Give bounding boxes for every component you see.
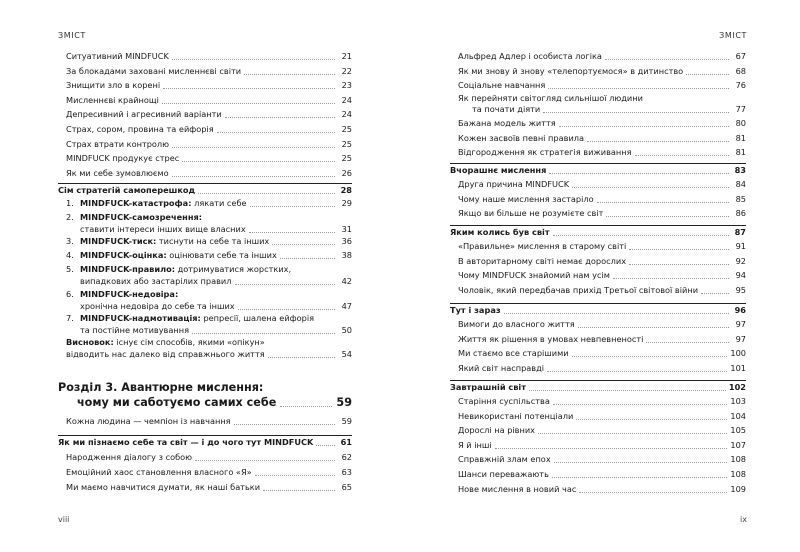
dot-leader [250,206,335,207]
page-ref: 38 [341,250,352,260]
dot-leader [572,356,728,357]
dot-leader [538,433,727,434]
chapter-subtitle [77,396,352,410]
item-number: 5. [66,264,74,274]
toc-entry[interactable] [458,440,746,451]
dot-leader [578,327,729,328]
page-ref: 97 [735,333,746,344]
entry-title: Який світ насправді [458,362,545,373]
section-rule [450,225,746,226]
entry-title: Сім стратегій самоперешкод [58,185,196,195]
dot-leader [263,490,335,491]
dot-leader [162,103,335,104]
entry-title: Життя як рішення в умовах невпевненості [458,333,644,344]
entry-title: Друга причина MINDFUCK [458,179,570,189]
conclusion-label: Висновок: [66,337,114,347]
entry-title [66,236,269,247]
page-ref: 83 [734,165,746,175]
page-ref: 42 [341,276,352,286]
dot-leader [316,445,335,446]
dot-leader [554,462,728,463]
dot-leader [495,448,728,449]
page-ref: 100 [730,348,746,359]
toc-entry[interactable] [458,51,746,62]
dot-leader [234,424,335,425]
dot-leader [235,284,336,285]
page-ref: 22 [341,65,352,76]
entry-title [66,289,178,300]
entry-title: хронічна недовіра до себе та інших [80,301,235,311]
entry-title: Як ми пізнаємо себе та світ — і до чого тут MINDFUCK [58,437,314,447]
entry-title: Старіння суспільства [458,396,550,406]
entry-title: Мисленнєві крайнощі [66,94,159,105]
toc-entry[interactable] [458,270,746,281]
section-rule [450,303,746,304]
toc-entry[interactable] [458,363,746,374]
dot-leader [255,475,335,476]
toc-entry[interactable] [66,482,352,493]
entry-title: Невикористані потенціали [458,410,574,421]
toc-entry[interactable] [458,319,746,330]
dot-leader [225,117,335,118]
item-number: 7. [66,313,74,323]
toc-entry[interactable] [458,133,746,144]
toc-entry[interactable] [458,208,746,219]
strategy-item[interactable] [66,289,352,300]
toc-entry[interactable] [66,66,352,77]
page-ref: 80 [735,118,746,128]
entry-title: Депресивний і агресивний варіанти [66,109,222,120]
strategy-item-cont [80,276,352,287]
strategy-description: репресії, шалена ейфорія [200,313,315,323]
section-heading[interactable] [58,437,352,448]
page-ref: 61 [340,437,352,447]
page-ref: 95 [735,284,746,295]
dot-leader [629,264,729,265]
dot-leader [701,293,729,294]
page-ref: 77 [735,104,746,114]
dot-leader [198,193,335,194]
strategy-name: MINDFUCK-недовіра: [80,289,179,299]
conclusion [66,337,352,348]
toc-entry[interactable] [458,348,746,359]
page-ref: 105 [730,425,746,436]
toc-entry[interactable] [66,467,352,478]
entry-title: Чоловік, який передбачав прихід Третьої світової війни [458,284,699,295]
toc-entry[interactable] [458,118,746,129]
dot-leader [172,176,335,177]
page-ref: 86 [735,208,746,219]
entry-title: Нове мислення в новий час [458,483,577,494]
page-ref: 59 [336,396,352,409]
page-ref: 25 [341,138,352,149]
toc-entry[interactable] [458,411,746,422]
running-header: ЗМІСТ [719,31,747,40]
toc-entry[interactable] [458,454,746,465]
dot-leader [272,244,335,245]
entry-title: ставити інтереси інших вище власних [80,224,246,234]
entry-title: Знищити зло в корені [66,80,161,91]
dot-leader [238,309,335,310]
strategy-item-cont [80,325,352,336]
dot-leader [547,371,727,372]
page-ref: 62 [341,452,352,462]
strategy-item[interactable] [66,313,352,324]
dot-leader [244,74,335,75]
strategy-name: MINDFUCK-самозречення: [80,212,203,222]
strategy-item[interactable] [66,264,352,275]
entry-title: Як перейняти світогляд сильнішої людини [458,93,643,103]
dot-leader [549,173,729,174]
chapter-subtitle-text: чому ми саботуємо самих себе [77,396,277,409]
strategy-name: MINDFUCK-тиск: [80,236,157,246]
section-heading[interactable] [450,382,746,393]
entry-title: За блокадами заховані мисленнєві світи [66,65,242,76]
section-heading[interactable] [450,305,746,316]
toc-entry[interactable] [458,334,746,345]
strategy-item-cont [80,301,352,312]
page-ref: 29 [341,198,352,208]
page-ref: 81 [735,132,746,143]
entry-title: Бажана модель життя [458,118,556,128]
section-heading[interactable] [450,227,746,238]
page-ref: 68 [735,65,746,76]
entry-title: Ми стаємо все старішими [458,348,569,359]
toc-entry[interactable] [458,80,746,91]
running-header: ЗМІСТ [58,31,86,40]
dot-leader [217,132,335,133]
section-heading[interactable] [58,185,352,196]
dot-leader [613,278,729,279]
conclusion-cont [66,349,352,360]
page-ref: 47 [341,301,352,311]
entry-title: Чому наше мислення застаріло [458,193,594,204]
page-ref: 36 [341,236,352,246]
toc-entry[interactable] [458,256,746,267]
page-ref: 59 [341,416,352,426]
entry-title: Ми маємо навчитися думати, як наші батьки [66,482,261,492]
entry-title: Справжній злам епох [458,454,551,465]
page-ref: 25 [341,124,352,134]
dot-leader [163,88,335,89]
toc-entry[interactable] [66,452,352,463]
dot-leader [559,126,729,127]
strategy-name: MINDFUCK-правило: [80,264,175,274]
strategy-item[interactable] [66,250,352,261]
entry-title: випадкових або застарілих правил [80,276,232,286]
dot-leader [572,187,729,188]
section-title: Завтрашній світ [450,382,526,392]
toc-entry [458,93,746,104]
toc-entry[interactable] [66,95,352,106]
dot-leader [587,141,729,142]
page-ref: 102 [728,382,746,392]
entry-title: відводить нас далеко від справжнього життя [66,349,265,359]
dot-leader [548,88,729,89]
entry-title: та постійне мотивування [80,325,190,335]
section-rule [450,163,746,164]
section-rule [58,183,352,184]
entry-title: Кожен засвоїв певні правила [458,132,585,143]
strategy-item-cont [80,224,352,235]
entry-title: Альфред Адлер і особиста логіка [458,51,602,61]
chapter-title: Розділ 3. Авантюрне мислення: [58,381,264,394]
entry-title [66,264,291,275]
section-title: Тут і зараз [450,305,501,315]
dot-leader [553,235,729,236]
item-number: 3. [66,236,74,246]
dot-leader [606,216,729,217]
page-ref: 25 [341,153,352,164]
entry-title: В авторитарному світі немає дорослих [458,255,627,266]
toc-entry[interactable] [66,139,352,150]
item-number: 4. [66,250,74,260]
toc-right [400,0,800,552]
dot-leader [172,59,335,60]
entry-title [66,313,314,324]
section-heading[interactable] [450,165,746,176]
toc-entry[interactable] [66,109,352,120]
entry-title [66,198,247,209]
page-ref: 103 [730,396,746,406]
page-ref: 108 [730,454,746,465]
dot-leader [579,492,727,493]
toc-entry[interactable] [458,241,746,252]
entry-title: MINDFUCK продукує стрес [66,153,180,164]
toc-entry[interactable] [458,179,746,190]
dot-leader [646,342,729,343]
dot-leader [172,147,335,148]
strategy-item[interactable] [66,236,352,247]
page-ref: 67 [735,51,746,61]
entry-title: Я й інші [458,439,492,450]
entry-title: Кожна людина — чемпіон із навчання [66,416,231,426]
page-ref: 94 [735,270,746,281]
page-ref: 97 [735,319,746,329]
dot-leader [543,112,729,113]
page-ref: 84 [735,179,746,189]
page-ref: 23 [341,80,352,91]
entry-title [66,212,202,223]
page-ref: 91 [735,241,746,251]
toc-entry[interactable] [458,285,746,296]
page-ref: 81 [735,147,746,158]
dot-leader [686,74,729,75]
right-page [400,0,800,552]
strategy-item[interactable] [66,212,352,223]
dot-leader [576,419,727,420]
strategy-description: дотримуватися жорстких, [174,264,292,274]
item-number: 6. [66,289,74,299]
section-title: Яким колись був світ [450,227,550,237]
toc-entry[interactable] [66,51,352,62]
dot-leader [635,155,729,156]
page-ref: 26 [341,167,352,178]
dot-leader [280,406,332,407]
page-ref: 96 [734,305,746,315]
section-title: Вчорашнє мислення [450,165,547,175]
entry-title [66,250,277,261]
strategy-name: MINDFUCK-катастрофа: [80,198,192,208]
page-ref: 76 [735,80,746,91]
entry-title: Емоційний хаос становлення власного «Я» [66,467,252,477]
strategy-name: MINDFUCK-надмотивація: [80,313,201,323]
dot-leader [249,232,335,233]
page-ref: 85 [735,193,746,204]
page-ref: 24 [341,94,352,105]
toc-entry[interactable] [66,80,352,91]
page-ref: 108 [730,469,746,479]
page-number: ix [740,515,747,524]
page-ref: 24 [341,109,352,120]
entry-title: Ситуативний MINDFUCK [66,51,169,61]
page-ref: 92 [735,255,746,266]
page-ref: 21 [341,51,352,61]
page-ref: 63 [341,467,352,477]
toc-entry[interactable] [66,124,352,135]
strategy-description: тиснути на себе та інших [156,236,270,246]
section-rule [450,380,746,381]
entry-title: Страх втрати контролю [66,138,170,149]
toc-entry[interactable] [458,469,746,480]
section-rule [58,435,352,436]
dot-leader [529,390,726,391]
dot-leader [605,59,729,60]
entry-title: Чому MINDFUCK знайомий нам усім [458,270,610,281]
strategy-name: MINDFUCK-оцінка: [80,250,167,260]
item-number: 1. [66,198,74,208]
toc-entry[interactable] [458,396,746,407]
page-ref: 31 [341,224,352,234]
page-ref: 109 [730,483,746,494]
entry-title: Шанси переважають [458,469,549,479]
dot-leader [597,202,729,203]
entry-title: Народження діалогу з собою [66,452,193,462]
page-ref: 107 [730,439,746,450]
toc-entry[interactable] [458,147,746,158]
dot-leader [504,313,729,314]
strategy-item[interactable] [66,198,352,209]
dot-leader [629,249,729,250]
toc-entry[interactable] [458,425,746,436]
entry-title: Дорослі на рівних [458,425,536,436]
dot-leader [195,460,335,461]
entry-title: Вимоги до власного життя [458,319,575,329]
strategy-description: оцінювати себе та інших [166,250,277,260]
dot-leader [280,258,335,259]
toc-entry[interactable] [66,168,352,179]
conclusion-text: існує сім способів, якими «опікун» [113,337,265,347]
entry-title: Як ми знову й знову «телепортуємося» в дитинство [458,65,684,76]
strategy-description: лякати себе [191,198,247,208]
entry-title: Як ми себе зумовлюємо [66,167,169,178]
dot-leader [268,357,335,358]
entry-title: та почати діяти [472,104,541,114]
dot-leader [553,404,728,405]
page-number: viii [58,515,70,524]
dot-leader [552,477,727,478]
item-number: 2. [66,212,74,222]
page-ref: 104 [730,410,746,421]
dot-leader [182,161,335,162]
toc-entry[interactable] [458,484,746,495]
entry-title: Страх, сором, провина та ейфорія [66,124,214,134]
page-ref: 54 [341,349,352,359]
entry-title: «Правильне» мислення в старому світі [458,241,627,251]
page-ref: 101 [730,362,746,373]
entry-title: Соціальне навчання [458,80,546,91]
page-ref: 50 [341,325,352,335]
toc-entry-cont [472,104,746,115]
toc-entry[interactable] [458,66,746,77]
toc-entry[interactable] [458,194,746,205]
toc-entry[interactable] [66,153,352,164]
entry-title [66,337,265,348]
entry-title: Якщо ви більше не розумієте світ [458,208,604,219]
entry-title: Відгородження як стратегія виживання [458,147,632,158]
page-ref: 65 [341,482,352,492]
toc-entry[interactable] [66,416,352,427]
dot-leader [192,333,335,334]
page-ref: 87 [734,227,746,237]
page-ref: 28 [340,185,352,195]
